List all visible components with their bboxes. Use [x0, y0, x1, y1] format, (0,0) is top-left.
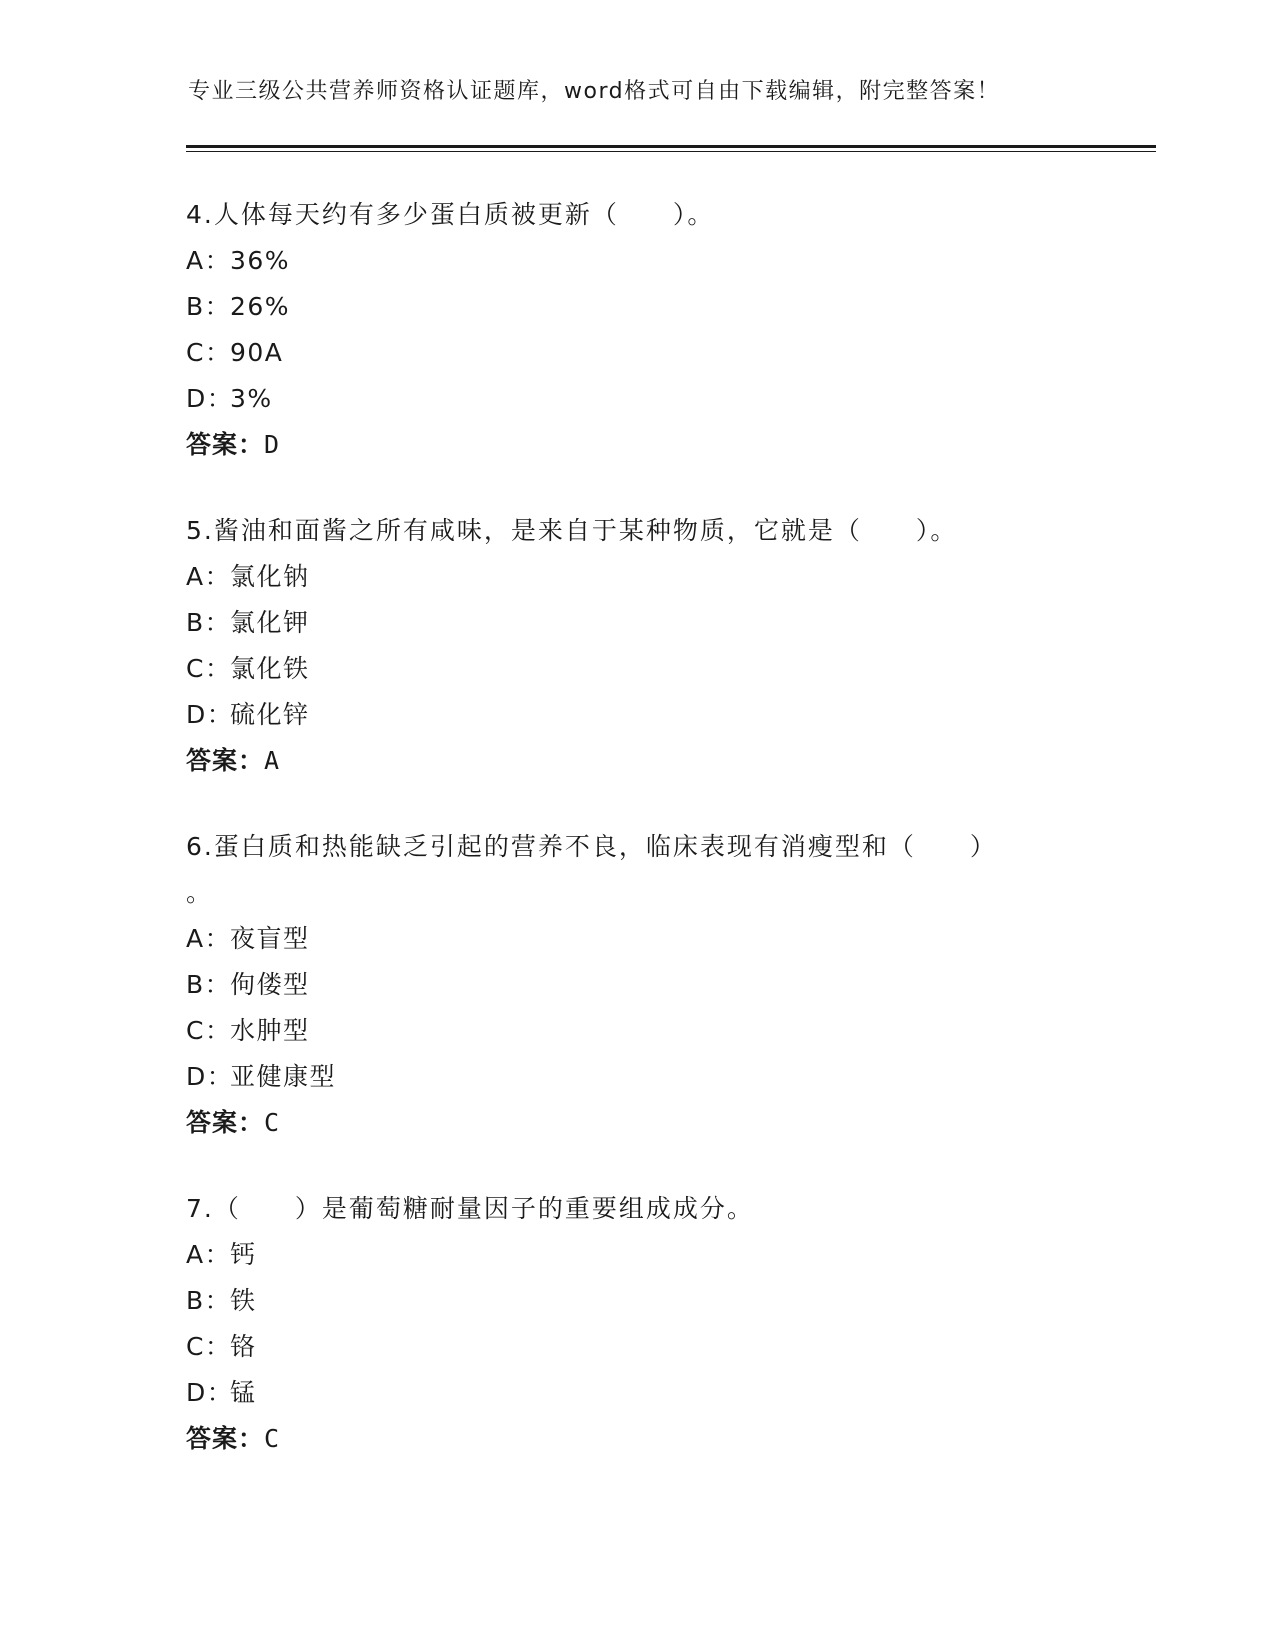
option-b — [186, 608, 1086, 638]
header-rule-thin — [186, 151, 1156, 152]
answer-label: 答案： — [186, 430, 265, 459]
option-b — [186, 292, 1086, 322]
option-key: A： — [186, 924, 232, 953]
option-text: 锰 — [230, 1378, 257, 1407]
option-key: C： — [186, 338, 232, 367]
option-d — [186, 1062, 1086, 1092]
option-a — [186, 924, 1086, 954]
option-a — [186, 562, 1086, 592]
answer-value: A — [264, 746, 280, 775]
question-7 — [186, 1194, 1086, 1454]
option-a — [186, 1240, 1086, 1270]
answer-line — [186, 1424, 1086, 1454]
option-text: 夜盲型 — [230, 924, 310, 953]
answer-line — [186, 1108, 1086, 1138]
option-c — [186, 654, 1086, 684]
answer-label: 答案： — [186, 746, 265, 775]
option-text: 硫化锌 — [230, 700, 310, 729]
answer-line — [186, 430, 1086, 460]
option-text: 3% — [230, 384, 273, 413]
option-key: C： — [186, 1332, 232, 1361]
option-text: 氯化钾 — [230, 608, 310, 637]
option-key: A： — [186, 562, 232, 591]
question-stem: 7.（ ）是葡萄糖耐量因子的重要组成成分。 — [186, 1194, 754, 1223]
option-key: B： — [186, 292, 232, 321]
option-text: 钙 — [230, 1240, 257, 1269]
option-text: 水肿型 — [230, 1016, 310, 1045]
question-stem: 6.蛋白质和热能缺乏引起的营养不良，临床表现有消瘦型和（ ） — [186, 832, 997, 861]
answer-value: D — [264, 430, 280, 459]
option-key: D： — [186, 384, 234, 413]
question-4 — [186, 200, 1086, 460]
answer-line — [186, 746, 1086, 776]
option-a — [186, 246, 1086, 276]
answer-value: C — [264, 1424, 280, 1453]
option-text: 亚健康型 — [230, 1062, 337, 1091]
option-d — [186, 1378, 1086, 1408]
answer-value: C — [264, 1108, 280, 1137]
option-key: B： — [186, 970, 232, 999]
option-key: D： — [186, 1062, 234, 1091]
option-key: A： — [186, 246, 232, 275]
option-key: B： — [186, 1286, 232, 1315]
option-d — [186, 700, 1086, 730]
option-c — [186, 1016, 1086, 1046]
option-key: B： — [186, 608, 232, 637]
answer-label: 答案： — [186, 1108, 265, 1137]
question-5 — [186, 516, 1086, 776]
page-header: 专业三级公共营养师资格认证题库，word格式可自由下载编辑，附完整答案！ — [188, 79, 1001, 104]
option-key: D： — [186, 700, 234, 729]
answer-label: 答案： — [186, 1424, 265, 1453]
option-key: D： — [186, 1378, 234, 1407]
option-text: 氯化铁 — [230, 654, 310, 683]
option-b — [186, 1286, 1086, 1316]
question-stem-continued: 。 — [186, 878, 214, 907]
question-6 — [186, 832, 1086, 1138]
option-text: 36% — [230, 246, 291, 275]
option-text: 26% — [230, 292, 291, 321]
question-stem: 5.酱油和面酱之所有咸味，是来自于某种物质，它就是（ ）。 — [186, 516, 958, 545]
option-c — [186, 1332, 1086, 1362]
option-d — [186, 384, 1086, 414]
option-key: C： — [186, 1016, 232, 1045]
header-rule-thick — [186, 145, 1156, 148]
option-text: 铬 — [230, 1332, 257, 1361]
option-c — [186, 338, 1086, 368]
option-key: A： — [186, 1240, 232, 1269]
option-text: 铁 — [230, 1286, 257, 1315]
option-text: 氯化钠 — [230, 562, 310, 591]
option-text: 90A — [230, 338, 284, 367]
option-b — [186, 970, 1086, 1000]
option-key: C： — [186, 654, 232, 683]
question-stem: 4.人体每天约有多少蛋白质被更新（ ）。 — [186, 200, 715, 229]
option-text: 佝偻型 — [230, 970, 310, 999]
